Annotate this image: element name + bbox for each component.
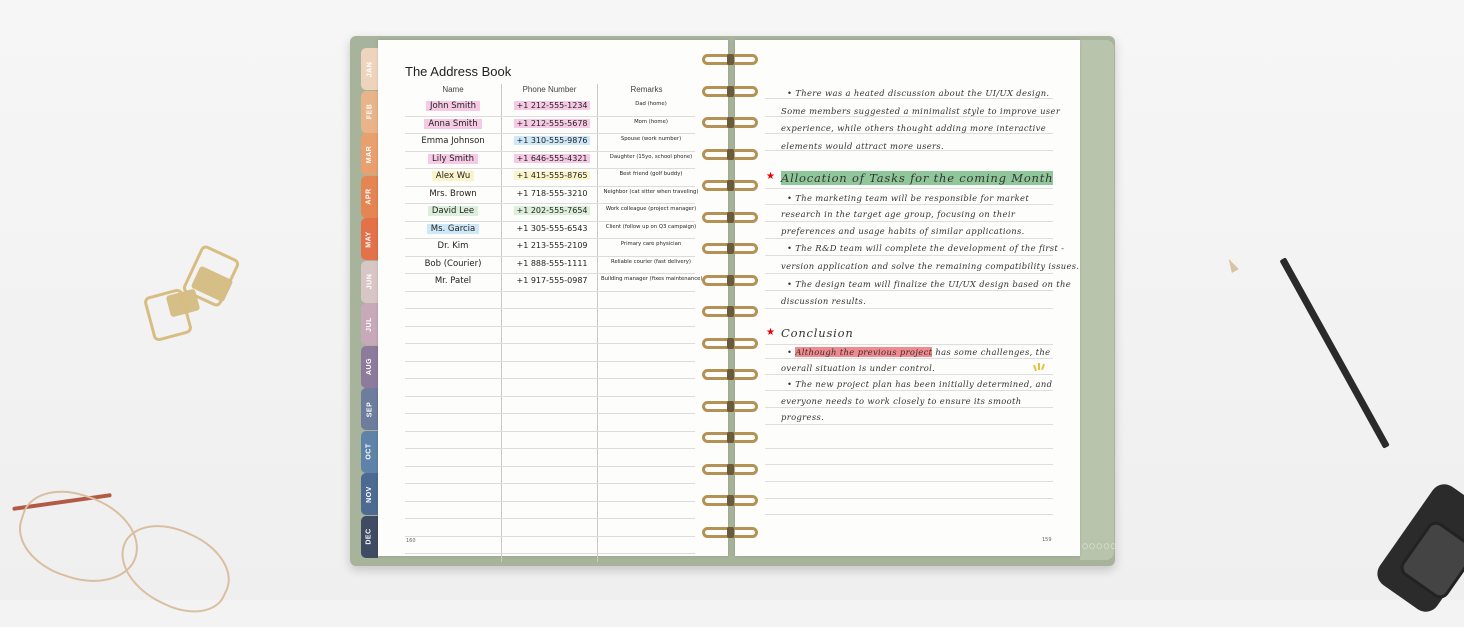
table-row <box>405 501 695 520</box>
table-row <box>405 203 695 222</box>
note-line: discussion results. <box>781 296 867 306</box>
table-row <box>405 238 695 257</box>
contact-phone: +1 888-555-1111 <box>516 258 588 268</box>
month-tab-label: APR <box>366 188 373 205</box>
notebook-back-flap <box>1080 40 1114 560</box>
table-row <box>405 221 695 240</box>
spiral-ring <box>702 117 758 128</box>
contact-phone: +1 212-555-5678 <box>516 118 588 128</box>
note-line: research in the target age group, focusing on their <box>781 209 1016 219</box>
contact-remark: Building manager (fixes maintenance) <box>601 276 703 282</box>
spiral-ring <box>702 432 758 443</box>
spiral-ring <box>702 495 758 506</box>
contact-remark: Mom (home) <box>634 118 668 125</box>
notes-page <box>735 40 1080 556</box>
column-header-remarks: Remarks <box>630 85 663 94</box>
table-row <box>405 448 695 467</box>
table-row <box>405 273 703 292</box>
ruled-line <box>765 514 1053 515</box>
ruled-line <box>765 188 1053 189</box>
table-row <box>405 291 695 310</box>
ruled-line <box>765 424 1053 425</box>
note-line: • The design team will finalize the UI/UX design based on the <box>787 279 1072 289</box>
contact-name: Bob (Courier) <box>424 258 482 269</box>
ruled-line <box>765 221 1053 222</box>
column-header-phone: Phone Number <box>522 85 577 94</box>
contact-name: Emma Johnson <box>421 136 485 146</box>
table-row <box>405 116 695 135</box>
month-tab[interactable] <box>361 388 378 430</box>
month-tab-label: JUL <box>365 316 373 332</box>
table-row <box>405 536 695 555</box>
column-header-name: Name <box>442 85 464 94</box>
month-tab-label: MAY <box>365 230 373 248</box>
table-row <box>405 413 695 432</box>
ruled-line <box>765 374 1053 375</box>
note-line: elements would attract more users. <box>781 141 945 151</box>
month-tab[interactable] <box>361 303 378 345</box>
table-row <box>405 361 695 380</box>
contact-phone: +1 310-555-9876 <box>516 136 588 145</box>
month-tab[interactable] <box>361 176 378 218</box>
note-line: • The new project plan has been initially determined, and <box>787 379 1053 389</box>
section-heading: Allocation of Tasks for the coming Month <box>781 171 1054 185</box>
contact-name: Mrs. Brown <box>429 188 477 199</box>
note-line: Some members suggested a minimalist style to improve user <box>781 106 1061 116</box>
section-heading: Conclusion <box>781 326 854 340</box>
note-line: • The marketing team will be responsible for market <box>787 193 1030 203</box>
table-row <box>405 431 695 450</box>
spiral-ring <box>702 180 758 191</box>
note-line: preferences and usage habits of similar applications. <box>781 226 1025 236</box>
ruled-line <box>765 290 1053 291</box>
contact-name: Mr. Patel <box>434 276 472 286</box>
spiral-ring <box>702 527 758 538</box>
spiral-ring <box>702 149 758 160</box>
table-row <box>405 466 695 485</box>
contact-remark: Daughter (15yo, school phone) <box>609 153 693 160</box>
contact-phone: +1 917-555-0987 <box>516 276 588 285</box>
spiral-ring <box>702 86 758 97</box>
table-row <box>405 133 695 152</box>
contact-phone: +1 718-555-3210 <box>516 188 588 198</box>
month-tab[interactable] <box>361 91 378 133</box>
table-row <box>405 396 695 415</box>
contact-name: David Lee <box>405 206 501 216</box>
contact-phone: +1 646-555-4321 <box>516 153 588 163</box>
ruled-line <box>765 255 1053 256</box>
contact-name: John Smith <box>405 101 501 111</box>
month-tab[interactable] <box>361 516 378 558</box>
page-number: 159 <box>1042 537 1052 543</box>
spiral-ring <box>702 369 758 380</box>
spiral-ring <box>702 275 758 286</box>
contact-name: Lily Smith <box>405 154 501 164</box>
month-tab-label: AUG <box>366 357 373 376</box>
contact-phone: +1 212-555-1234 <box>516 101 588 110</box>
contact-remark: Primary care physician <box>620 241 682 247</box>
ruled-line <box>765 238 1053 239</box>
ruled-line <box>765 308 1053 309</box>
address-book-page <box>378 40 728 556</box>
spiral-ring <box>702 338 758 349</box>
ruled-line <box>765 273 1053 274</box>
note-line: • The R&D team will complete the development of the first - <box>787 243 1065 253</box>
ruled-line <box>765 448 1053 449</box>
table-row <box>405 256 695 275</box>
note-line: progress. <box>781 412 825 422</box>
contact-remark: Client (follow up on Q3 campaign) <box>605 223 697 230</box>
month-tab[interactable] <box>361 48 378 90</box>
spiral-ring <box>702 306 758 317</box>
table-row <box>405 326 695 345</box>
month-tab-label: JUN <box>365 273 373 290</box>
table-row <box>405 378 695 397</box>
sparkle-icon <box>1033 362 1047 372</box>
contact-name: Anna Smith <box>405 119 501 129</box>
month-tab-label: SEP <box>365 401 373 417</box>
ruled-line <box>765 498 1053 499</box>
ruled-line <box>765 133 1053 134</box>
note-line: • There was a heated discussion about the UI/UX design. <box>787 88 1050 98</box>
note-line: • Although the previous project has some challenges, the <box>787 347 1051 357</box>
month-tab-label: FEB <box>366 103 373 120</box>
ruled-line <box>765 204 1053 205</box>
month-tab-label: MAR <box>366 145 374 163</box>
spiral-ring <box>702 243 758 254</box>
month-tab-label: NOV <box>365 485 373 503</box>
page-number: 160 <box>406 538 416 544</box>
month-tab[interactable] <box>361 346 378 388</box>
contact-name: Dr. Kim <box>437 241 469 251</box>
note-line: overall situation is under control. <box>781 363 936 373</box>
ruled-line <box>765 98 1053 99</box>
spiral-ring <box>702 212 758 223</box>
contact-name: Ms. Garcia <box>405 224 501 234</box>
ruled-line <box>765 344 1053 345</box>
month-tab[interactable] <box>361 473 378 515</box>
star-icon: ★ <box>766 327 775 338</box>
month-tab-label: DEC <box>366 528 373 545</box>
contact-phone: +1 305-555-6543 <box>516 223 588 233</box>
ruled-line <box>765 481 1053 482</box>
contact-remark: Neighbor (cat sitter when traveling) <box>603 188 699 195</box>
table-row <box>405 308 695 327</box>
spiral-ring <box>702 464 758 475</box>
table-row <box>405 98 695 117</box>
month-tab-label: OCT <box>366 443 373 460</box>
month-tab-label: JAN <box>365 61 373 77</box>
table-row <box>405 518 695 537</box>
ruled-line <box>765 390 1053 391</box>
note-line: everyone needs to work closely to ensure its smooth <box>781 396 1022 406</box>
contact-remark: Spouse (work number) <box>620 136 682 142</box>
page-title: The Address Book <box>405 64 512 79</box>
ruled-line <box>765 116 1053 117</box>
star-icon: ★ <box>766 171 775 182</box>
note-line: experience, while others thought adding more interactive <box>781 123 1047 133</box>
month-tab[interactable] <box>361 261 378 303</box>
table-row <box>405 168 695 187</box>
month-tab[interactable] <box>361 133 378 175</box>
ruled-line <box>765 358 1053 359</box>
spiral-ring <box>702 54 758 65</box>
contact-remark: Reliable courier (fast delivery) <box>611 258 691 265</box>
contact-remark: Best friend (golf buddy) <box>619 171 683 177</box>
contact-phone: +1 213-555-2109 <box>516 241 588 250</box>
month-tabs <box>361 48 378 558</box>
month-tab[interactable] <box>361 218 378 260</box>
spiral-ring <box>702 401 758 412</box>
table-row <box>405 151 695 170</box>
ruled-line <box>765 464 1053 465</box>
table-row <box>405 343 695 362</box>
ruled-line <box>765 407 1053 408</box>
cover-dots: ○○○○○ <box>1082 542 1118 550</box>
table-row <box>405 186 699 205</box>
contact-remark: Work colleague (project manager) <box>605 206 697 212</box>
contact-name: Alex Wu <box>405 171 501 181</box>
contact-phone: +1 415-555-8765 <box>516 171 588 180</box>
month-tab[interactable] <box>361 431 378 473</box>
note-line: version application and solve the remaining compatibility issues. <box>781 261 1080 271</box>
contact-remark: Dad (home) <box>635 101 667 107</box>
contact-phone: +1 202-555-7654 <box>516 206 588 215</box>
table-row <box>405 483 695 502</box>
